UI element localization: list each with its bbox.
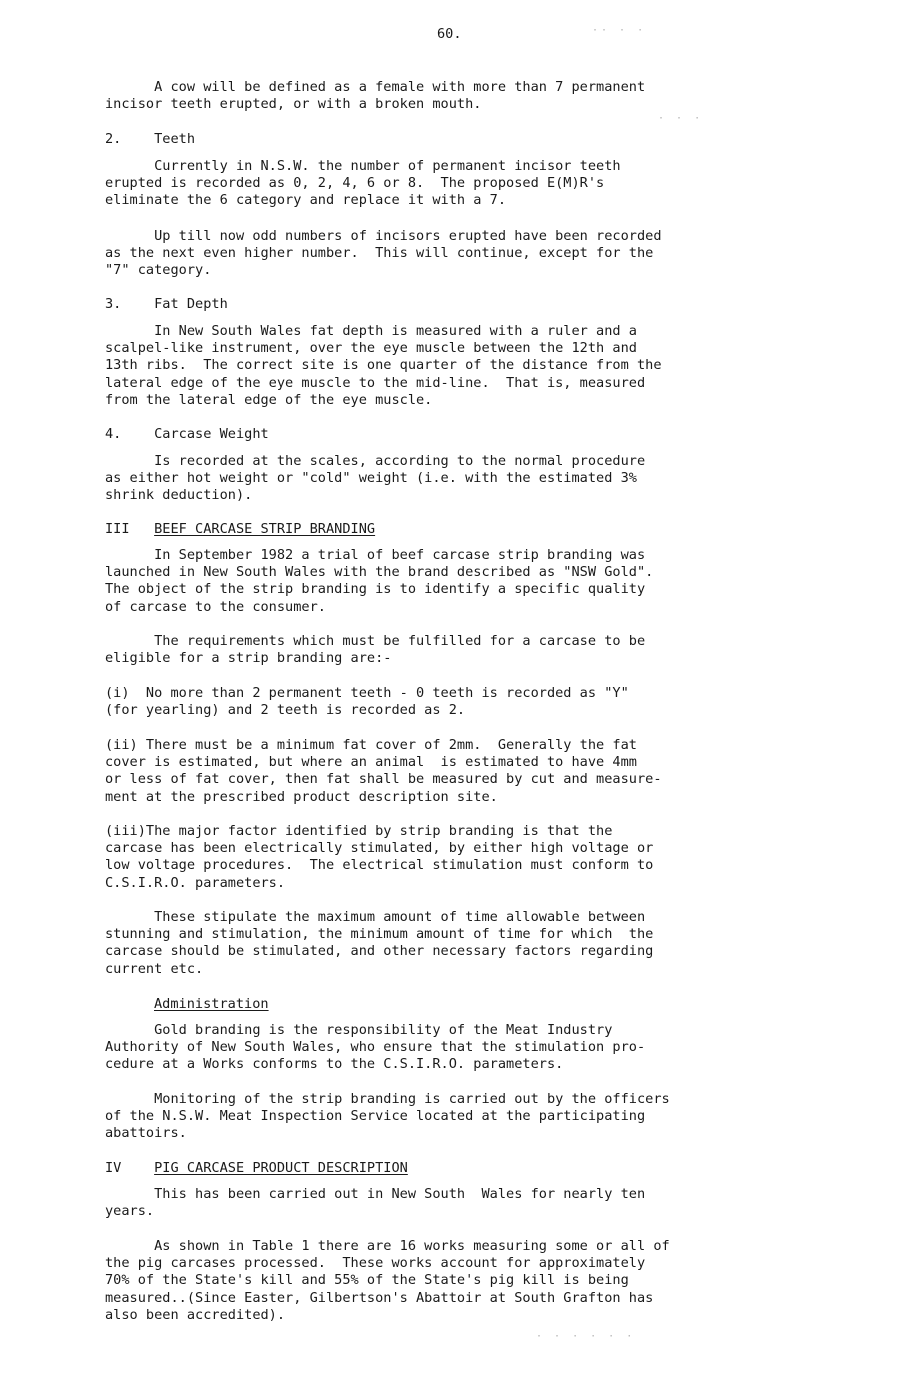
requirement-item-ii: (ii) There must be a minimum fat cover of 2mm. Generally the fat cover is estimated, but where an animal is estimated to have 4mm or less of fat cover, then fat shall be measured by cut and measure- ment at the prescribed product description site. [105, 737, 662, 805]
section-III-paragraph-2: The requirements which must be fulfilled for a carcase to be eligible for a strip branding are:- [105, 633, 646, 667]
section-2-paragraph-2: Up till now odd numbers of incisors erupted have been recorded as the next even higher number. This will continue, except for the "7" category. [105, 228, 662, 279]
section-2-paragraph-1: Currently in N.S.W. the number of permanent incisor teeth erupted is recorded as 0, 2, 4, 6 or 8. The proposed E(M)R's eliminate the 6 category and replace it with a 7. [105, 158, 621, 209]
section-IV-number: IV [105, 1160, 155, 1176]
intro-paragraph: A cow will be defined as a female with more than 7 permanent incisor teeth erupted, or with a broken mouth. [105, 79, 646, 113]
section-III-paragraph-1: In September 1982 a trial of beef carcase strip branding was launched in New South Wales with the brand described as "NSW Gold". The object of the strip branding is to identify a specific quality of carcase to the consumer. [105, 547, 654, 615]
scan-speckle: · · · · · · [536, 1331, 636, 1342]
section-III-paragraph-3: These stipulate the maximum amount of time allowable between stunning and stimulation, the minimum amount of time for which the carcase should be stimulated, and other necessary factors regarding current etc. [105, 909, 654, 977]
section-IV-title: PIG CARCASE PRODUCT DESCRIPTION [154, 1160, 408, 1176]
section-IV-paragraph-2: As shown in Table 1 there are 16 works measuring some or all of the pig carcases processed. These works account for approximately 70% of the State's kill and 55% of the State's pig kill is being measured..(Since Easter, Gilbertson's Abattoir at South Grafton has also been accredited). [105, 1238, 670, 1323]
administration-paragraph-2: Monitoring of the strip branding is carried out by the officers of the N.S.W. Meat Inspection Service located at the participating abattoirs. [105, 1091, 670, 1142]
section-IV-heading [105, 1160, 795, 1177]
section-4-heading: 4. Carcase Weight [105, 426, 269, 442]
administration-paragraph-1: Gold branding is the responsibility of the Meat Industry Authority of New South Wales, who ensure that the stimulation pro- cedure at a Works conforms to the C.S.I.R.O. parameters. [105, 1022, 646, 1073]
scan-speckle: · · · [658, 113, 704, 124]
section-3-heading: 3. Fat Depth [105, 296, 228, 312]
section-4-paragraph: Is recorded at the scales, according to the normal procedure as either hot weight or "cold" weight (i.e. with the estimated 3% shrink deduction). [105, 453, 646, 504]
section-2-heading: 2. Teeth [105, 131, 196, 147]
section-III-heading [105, 521, 795, 538]
scan-speckle: ·· · · [592, 25, 647, 36]
section-3-paragraph: In New South Wales fat depth is measured with a ruler and a scalpel-like instrument, over the eye muscle between the 12th and 13th ribs. The correct site is one quarter of the distance from the lateral edge of the eye muscle to the mid-line. That is, measured from the lateral edge of the eye muscle. [105, 323, 662, 408]
administration-heading: Administration [154, 996, 269, 1012]
requirement-item-i: (i) No more than 2 permanent teeth - 0 teeth is recorded as "Y" (for yearling) and 2 teeth is recorded as 2. [105, 685, 629, 719]
section-III-title: BEEF CARCASE STRIP BRANDING [154, 521, 376, 537]
page-number: 60. [437, 26, 462, 42]
section-IV-paragraph-1: This has been carried out in New South Wales for nearly ten years. [105, 1186, 646, 1220]
section-III-number: III [105, 521, 155, 537]
requirement-item-iii: (iii)The major factor identified by strip branding is that the carcase has been electrically stimulated, by either high voltage or low voltage procedures. The electrical stimulation must conform to C.S.I.R.O. parameters. [105, 823, 654, 891]
